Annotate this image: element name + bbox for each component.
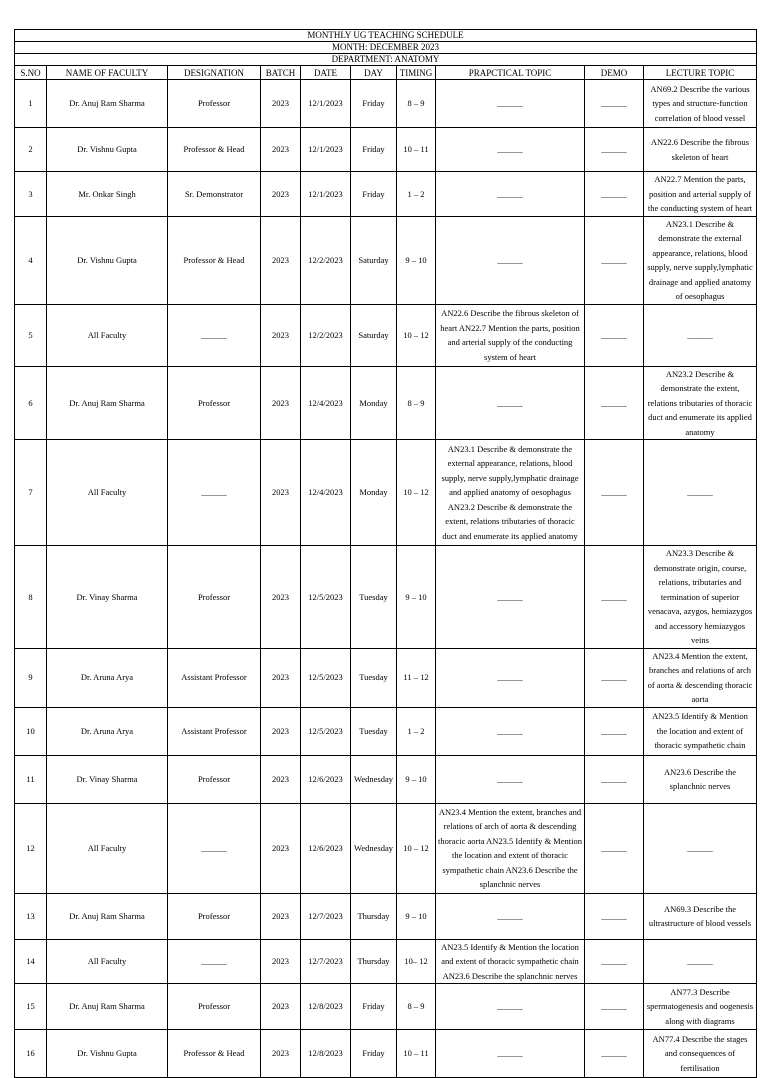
cell-practical: ______	[436, 546, 585, 649]
cell-day: Friday	[351, 80, 397, 128]
cell-lecture: AN23.4 Mention the extent, branches and relations of arch of aorta & descending thoracic aorta	[644, 648, 757, 707]
cell-sno: 12	[15, 803, 47, 893]
cell-timing: 1 – 2	[397, 707, 436, 755]
cell-day: Tuesday	[351, 546, 397, 649]
cell-date: 12/1/2023	[301, 80, 351, 128]
cell-timing: 10– 12	[397, 939, 436, 984]
cell-batch: 2023	[261, 939, 301, 984]
cell-date: 12/4/2023	[301, 440, 351, 546]
cell-lecture: ______	[644, 440, 757, 546]
cell-practical: AN23.4 Mention the extent, branches and relations of arch of aorta & descending thoracic aorta AN23.5 Identify & Mention the location and extent of thoracic sympathetic chain AN23.6 Describe the splanchnic nerves	[436, 803, 585, 893]
cell-sno: 16	[15, 1030, 47, 1078]
cell-sno: 2	[15, 128, 47, 172]
cell-faculty: All Faculty	[47, 440, 168, 546]
cell-practical: ______	[436, 366, 585, 440]
cell-faculty: Dr. Anuj Ram Sharma	[47, 366, 168, 440]
cell-faculty: Dr. Anuj Ram Sharma	[47, 984, 168, 1030]
cell-timing: 1 – 2	[397, 172, 436, 217]
table-row	[15, 648, 757, 707]
cell-day: Saturday	[351, 304, 397, 366]
header-timing: TIMING	[397, 66, 436, 80]
table-row	[15, 172, 757, 217]
cell-practical: ______	[436, 128, 585, 172]
table-row	[15, 984, 757, 1030]
cell-designation: Professor	[168, 366, 261, 440]
cell-demo: ______	[585, 366, 644, 440]
cell-day: Friday	[351, 1030, 397, 1078]
cell-day: Thursday	[351, 893, 397, 939]
cell-timing: 8 – 9	[397, 984, 436, 1030]
cell-demo: ______	[585, 707, 644, 755]
table-row	[15, 755, 757, 803]
cell-batch: 2023	[261, 803, 301, 893]
cell-day: Wednesday	[351, 803, 397, 893]
teaching-schedule-table	[14, 29, 757, 1078]
cell-practical: ______	[436, 707, 585, 755]
cell-lecture: AN69.2 Describe the various types and structure-function correlation of blood vessel	[644, 80, 757, 128]
cell-lecture: ______	[644, 939, 757, 984]
cell-batch: 2023	[261, 707, 301, 755]
table-row	[15, 304, 757, 366]
cell-sno: 14	[15, 939, 47, 984]
header-demo: DEMO	[585, 66, 644, 80]
cell-lecture: AN23.2 Describe & demonstrate the extent, relations tributaries of thoracic duct and enumerate its applied anatomy	[644, 366, 757, 440]
header-batch: BATCH	[261, 66, 301, 80]
cell-demo: ______	[585, 984, 644, 1030]
cell-demo: ______	[585, 80, 644, 128]
cell-date: 12/8/2023	[301, 984, 351, 1030]
cell-lecture: ______	[644, 304, 757, 366]
cell-batch: 2023	[261, 648, 301, 707]
cell-demo: ______	[585, 893, 644, 939]
cell-timing: 9 – 10	[397, 755, 436, 803]
cell-lecture: AN69.3 Describe the ultrastructure of blood vessels	[644, 893, 757, 939]
cell-day: Friday	[351, 128, 397, 172]
cell-batch: 2023	[261, 755, 301, 803]
cell-demo: ______	[585, 546, 644, 649]
cell-practical: ______	[436, 984, 585, 1030]
cell-demo: ______	[585, 648, 644, 707]
cell-practical: ______	[436, 893, 585, 939]
cell-lecture: ______	[644, 803, 757, 893]
cell-sno: 6	[15, 366, 47, 440]
table-row	[15, 803, 757, 893]
cell-faculty: Dr. Vinay Sharma	[47, 755, 168, 803]
cell-day: Tuesday	[351, 707, 397, 755]
cell-designation: ______	[168, 304, 261, 366]
cell-timing: 10 – 12	[397, 440, 436, 546]
cell-demo: ______	[585, 755, 644, 803]
cell-sno: 8	[15, 546, 47, 649]
cell-day: Friday	[351, 172, 397, 217]
cell-sno: 9	[15, 648, 47, 707]
cell-faculty: All Faculty	[47, 803, 168, 893]
cell-demo: ______	[585, 939, 644, 984]
cell-practical: ______	[436, 80, 585, 128]
cell-designation: Assistant Professor	[168, 707, 261, 755]
cell-practical: ______	[436, 216, 585, 304]
cell-batch: 2023	[261, 172, 301, 217]
cell-date: 12/7/2023	[301, 893, 351, 939]
cell-date: 12/6/2023	[301, 803, 351, 893]
cell-designation: ______	[168, 803, 261, 893]
table-row	[15, 440, 757, 546]
cell-designation: Professor	[168, 80, 261, 128]
cell-demo: ______	[585, 304, 644, 366]
cell-date: 12/2/2023	[301, 216, 351, 304]
table-row	[15, 939, 757, 984]
table-row	[15, 216, 757, 304]
cell-faculty: Dr. Vishnu Gupta	[47, 216, 168, 304]
cell-date: 12/2/2023	[301, 304, 351, 366]
cell-lecture: AN23.5 Identify & Mention the location and extent of thoracic sympathetic chain	[644, 707, 757, 755]
cell-date: 12/5/2023	[301, 707, 351, 755]
cell-timing: 10 – 12	[397, 304, 436, 366]
cell-timing: 11 – 12	[397, 648, 436, 707]
cell-demo: ______	[585, 128, 644, 172]
cell-date: 12/1/2023	[301, 128, 351, 172]
cell-timing: 8 – 9	[397, 80, 436, 128]
cell-sno: 1	[15, 80, 47, 128]
cell-day: Thursday	[351, 939, 397, 984]
cell-day: Tuesday	[351, 648, 397, 707]
cell-batch: 2023	[261, 216, 301, 304]
schedule-title: MONTHLY UG TEACHING SCHEDULE	[15, 30, 757, 42]
cell-sno: 10	[15, 707, 47, 755]
cell-lecture: AN23.6 Describe the splanchnic nerves	[644, 755, 757, 803]
cell-batch: 2023	[261, 128, 301, 172]
cell-sno: 11	[15, 755, 47, 803]
cell-sno: 13	[15, 893, 47, 939]
cell-date: 12/7/2023	[301, 939, 351, 984]
cell-date: 12/5/2023	[301, 648, 351, 707]
cell-faculty: Dr. Vishnu Gupta	[47, 1030, 168, 1078]
cell-practical: ______	[436, 172, 585, 217]
schedule-month: MONTH: DECEMBER 2023	[15, 42, 757, 54]
cell-lecture: AN77.4 Describe the stages and consequences of fertilisation	[644, 1030, 757, 1078]
cell-day: Monday	[351, 366, 397, 440]
cell-sno: 5	[15, 304, 47, 366]
cell-day: Saturday	[351, 216, 397, 304]
cell-demo: ______	[585, 172, 644, 217]
table-row	[15, 1030, 757, 1078]
cell-demo: ______	[585, 803, 644, 893]
schedule-department: DEPARTMENT: ANATOMY	[15, 54, 757, 66]
cell-designation: ______	[168, 939, 261, 984]
cell-designation: Professor	[168, 755, 261, 803]
cell-date: 12/5/2023	[301, 546, 351, 649]
cell-faculty: Dr. Aruna Arya	[47, 648, 168, 707]
cell-batch: 2023	[261, 366, 301, 440]
table-row	[15, 546, 757, 649]
cell-batch: 2023	[261, 546, 301, 649]
cell-batch: 2023	[261, 984, 301, 1030]
cell-day: Monday	[351, 440, 397, 546]
cell-practical: ______	[436, 648, 585, 707]
header-day: DAY	[351, 66, 397, 80]
cell-timing: 9 – 10	[397, 216, 436, 304]
cell-timing: 9 – 10	[397, 893, 436, 939]
cell-sno: 3	[15, 172, 47, 217]
table-row	[15, 128, 757, 172]
cell-batch: 2023	[261, 304, 301, 366]
cell-faculty: Dr. Aruna Arya	[47, 707, 168, 755]
cell-practical: AN23.1 Describe & demonstrate the external appearance, relations, blood supply, nerve supply,lymphatic drainage and applied anatomy of oesophagus AN23.2 Describe & demonstrate the extent, relations tributaries of thoracic duct and enumerate its applied anatomy	[436, 440, 585, 546]
cell-practical: AN22.6 Describe the fibrous skeleton of heart AN22.7 Mention the parts, position and arterial supply of the conducting system of heart	[436, 304, 585, 366]
cell-designation: Professor	[168, 984, 261, 1030]
cell-timing: 10 – 11	[397, 128, 436, 172]
header-date: DATE	[301, 66, 351, 80]
table-row	[15, 707, 757, 755]
cell-designation: Professor	[168, 546, 261, 649]
table-row	[15, 80, 757, 128]
cell-faculty: Dr. Anuj Ram Sharma	[47, 80, 168, 128]
table-row	[15, 893, 757, 939]
cell-date: 12/6/2023	[301, 755, 351, 803]
cell-lecture: AN22.7 Mention the parts, position and arterial supply of the conducting system of heart	[644, 172, 757, 217]
cell-day: Friday	[351, 984, 397, 1030]
cell-faculty: All Faculty	[47, 304, 168, 366]
cell-date: 12/1/2023	[301, 172, 351, 217]
cell-practical: ______	[436, 1030, 585, 1078]
cell-batch: 2023	[261, 893, 301, 939]
table-row	[15, 366, 757, 440]
cell-designation: Sr. Demonstrator	[168, 172, 261, 217]
cell-batch: 2023	[261, 440, 301, 546]
cell-demo: ______	[585, 216, 644, 304]
cell-demo: ______	[585, 440, 644, 546]
cell-lecture: AN77.3 Describe spermatogenesis and oogenesis along with diagrams	[644, 984, 757, 1030]
cell-batch: 2023	[261, 1030, 301, 1078]
cell-lecture: AN23.1 Describe & demonstrate the external appearance, relations, blood supply, nerve supply,lymphatic drainage and applied anatomy of oesophagus	[644, 216, 757, 304]
cell-faculty: Dr. Vishnu Gupta	[47, 128, 168, 172]
header-practical-topic: PRAPCTICAL TOPIC	[436, 66, 585, 80]
cell-sno: 7	[15, 440, 47, 546]
cell-faculty: All Faculty	[47, 939, 168, 984]
cell-day: Wednesday	[351, 755, 397, 803]
cell-sno: 4	[15, 216, 47, 304]
cell-date: 12/8/2023	[301, 1030, 351, 1078]
header-row	[15, 66, 757, 80]
cell-designation: Professor & Head	[168, 128, 261, 172]
cell-designation: Professor	[168, 893, 261, 939]
cell-designation: Assistant Professor	[168, 648, 261, 707]
cell-lecture: AN23.3 Describe & demonstrate origin, course, relations, tributaries and termination of superior venacava, azygos, hemiazygos and accessory hemiazygos veins	[644, 546, 757, 649]
header-sno: S.NO	[15, 66, 47, 80]
cell-faculty: Mr. Onkar Singh	[47, 172, 168, 217]
cell-timing: 10 – 12	[397, 803, 436, 893]
cell-sno: 15	[15, 984, 47, 1030]
cell-designation: Professor & Head	[168, 216, 261, 304]
cell-timing: 9 – 10	[397, 546, 436, 649]
header-designation: DESIGNATION	[168, 66, 261, 80]
cell-designation: ______	[168, 440, 261, 546]
cell-batch: 2023	[261, 80, 301, 128]
cell-designation: Professor & Head	[168, 1030, 261, 1078]
cell-lecture: AN22.6 Describe the fibrous skeleton of heart	[644, 128, 757, 172]
cell-date: 12/4/2023	[301, 366, 351, 440]
cell-practical: ______	[436, 755, 585, 803]
header-faculty: NAME OF FACULTY	[47, 66, 168, 80]
header-lecture-topic: LECTURE TOPIC	[644, 66, 757, 80]
cell-faculty: Dr. Vinay Sharma	[47, 546, 168, 649]
cell-timing: 10 – 11	[397, 1030, 436, 1078]
cell-demo: ______	[585, 1030, 644, 1078]
cell-timing: 8 – 9	[397, 366, 436, 440]
cell-faculty: Dr. Anuj Ram Sharma	[47, 893, 168, 939]
cell-practical: AN23.5 Identify & Mention the location and extent of thoracic sympathetic chain AN23.6 Describe the splanchnic nerves	[436, 939, 585, 984]
